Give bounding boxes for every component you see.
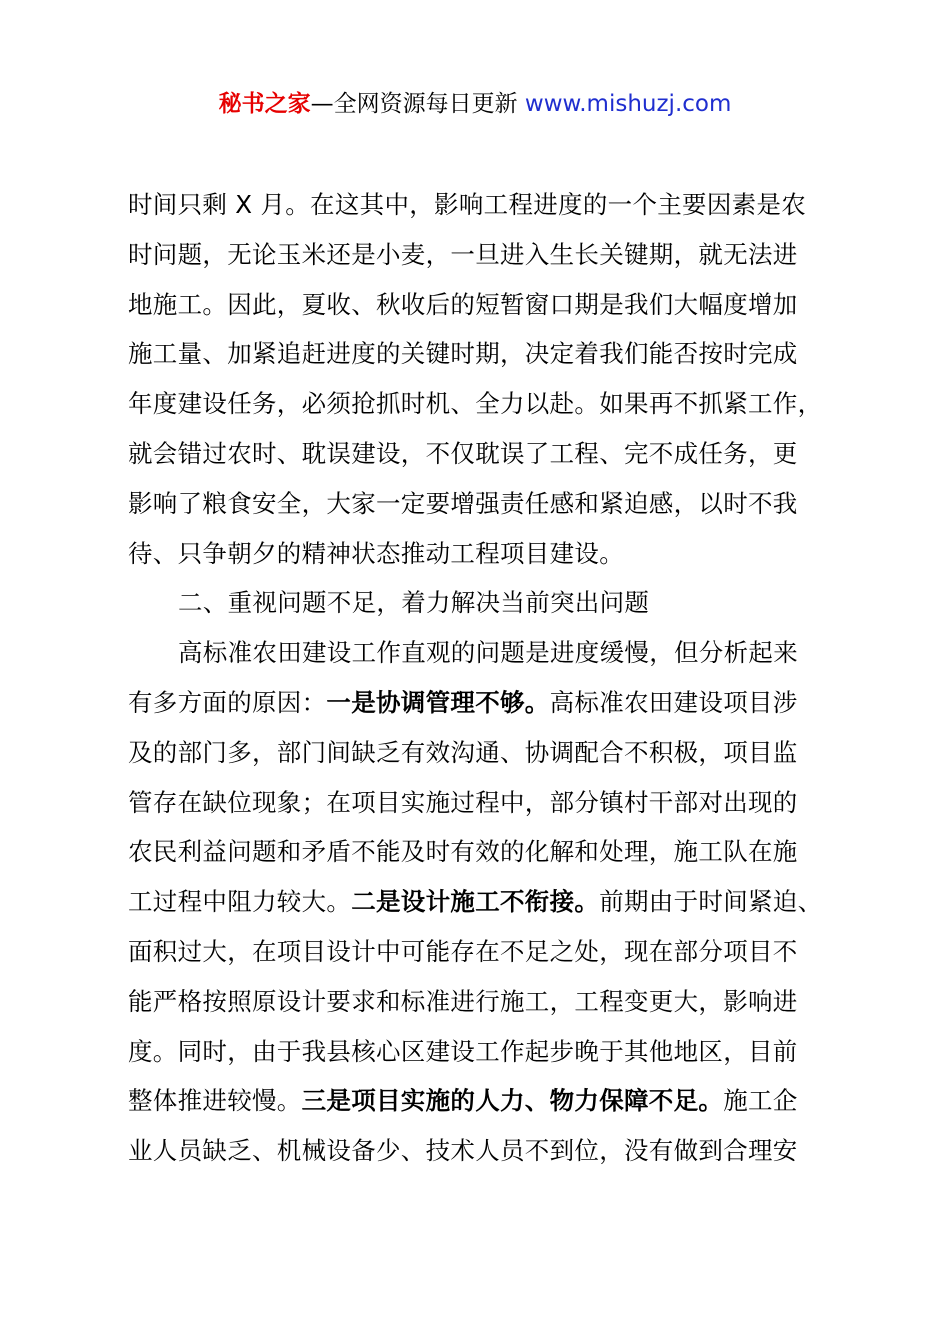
text-run: 待、只争朝夕的精神状态推动工程项目建设。 — [128, 538, 624, 568]
text-run: 前期由于时间紧迫、 — [599, 887, 823, 917]
text-run: 年度建设任务，必须抢抓时机、全力以赴。如果再不抓紧工作， — [128, 389, 823, 419]
page-header — [0, 88, 950, 120]
text-line — [128, 1126, 832, 1176]
bold-phrase: 一是协调管理不够。 — [326, 687, 550, 717]
text-run: 能严格按照原设计要求和标准进行施工，工程变更大，影响进 — [128, 986, 798, 1016]
text-run: 整体推进较慢。 — [128, 1086, 302, 1116]
bold-phrase: 三是项目实施的人力、物力保障不足。 — [301, 1086, 724, 1116]
text-run: 农民利益问题和矛盾不能及时有效的化解和处理，施工队在施 — [128, 837, 798, 867]
text-line — [128, 628, 832, 678]
text-run: 影响了粮食安全，大家一定要增强责任感和紧迫感，以时不我 — [128, 488, 798, 518]
text-line — [128, 1027, 832, 1077]
text-run: 工过程中阻力较大。 — [128, 887, 352, 917]
text-run: 时间只剩 X 月。在这其中，影响工程进度的一个主要因素是农 — [128, 190, 807, 219]
text-line — [128, 379, 832, 429]
text-run: 时问题，无论玉米还是小麦，一旦进入生长关键期，就无法进 — [128, 239, 798, 269]
text-run: 度。同时，由于我县核心区建设工作起步晚于其他地区，目前 — [128, 1036, 798, 1066]
section-heading — [128, 578, 832, 628]
text-line — [128, 678, 832, 728]
bold-phrase: 二是设计施工不衔接。 — [351, 887, 600, 917]
text-run: 高标准农田建设项目涉 — [549, 687, 798, 717]
header-slogan: —全网资源每日更新 — [310, 91, 525, 117]
text-run: 面积过大，在项目设计中可能存在不足之处，现在部分项目不 — [128, 936, 798, 966]
text-line — [128, 1076, 832, 1126]
text-line — [128, 728, 832, 778]
text-run: 施工企 — [723, 1086, 798, 1116]
text-line — [128, 280, 832, 330]
text-run: 二、重视问题不足，着力解决当前突出问题 — [178, 588, 650, 618]
text-line — [128, 927, 832, 977]
text-line — [128, 429, 832, 479]
text-line — [128, 479, 832, 529]
text-line — [128, 329, 832, 379]
text-line — [128, 977, 832, 1027]
text-run: 高标准农田建设工作直观的问题是进度缓慢，但分析起来 — [178, 638, 798, 668]
text-run: 业人员缺乏、机械设备少、技术人员不到位，没有做到合理安 — [128, 1136, 798, 1166]
brand-name: 秘书之家 — [218, 91, 311, 117]
text-run: 及的部门多，部门间缺乏有效沟通、协调配合不积极，项目监 — [128, 737, 798, 767]
text-run: 有多方面的原因： — [128, 687, 327, 717]
text-line — [128, 877, 832, 927]
site-url-link[interactable]: www.mishuzj.com — [524, 91, 732, 117]
text-line — [128, 827, 832, 877]
text-line — [128, 180, 832, 230]
text-run: 地施工。因此，夏收、秋收后的短暂窗口期是我们大幅度增加 — [128, 289, 798, 319]
text-run: 施工量、加紧追赶进度的关键时期，决定着我们能否按时完成 — [128, 339, 798, 369]
text-run: 管存在缺位现象；在项目实施过程中，部分镇村干部对出现的 — [128, 787, 798, 817]
text-run: 就会错过农时、耽误建设，不仅耽误了工程、完不成任务，更 — [128, 438, 798, 468]
text-line — [128, 778, 832, 828]
text-line — [128, 230, 832, 280]
document-body — [128, 180, 832, 1176]
text-line — [128, 529, 832, 579]
